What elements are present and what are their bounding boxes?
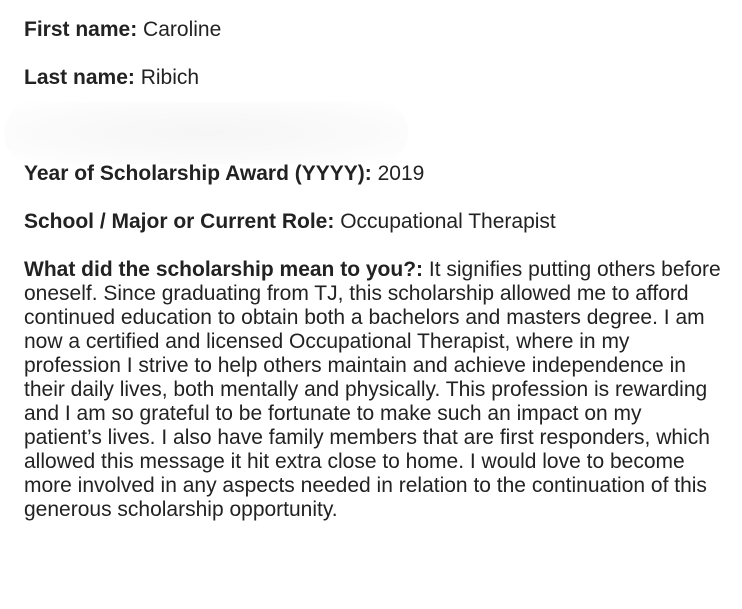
year-label: Year of Scholarship Award (YYYY): bbox=[24, 162, 372, 185]
redacted-blur-area bbox=[4, 102, 408, 164]
scholarship-meaning-value: It signifies putting others before oneself. Since graduating from TJ, this scholarship allowed me to afford continued education to obtain both a bachelors and masters degree. I am now a certified and licensed Occupational Therapist, where in my profession I strive to help others maintain and achieve independence in their daily lives, both mentally and physically. This profession is rewarding and I am so grateful to be fortunate to make such an impact on my patient’s lives. I also have family members that are first responders, which allowed this message it hit extra close to home. I would love to become more involved in any aspects needed in relation to the continuation of this generous scholarship opportunity. bbox=[24, 258, 721, 521]
last-name-label: Last name: bbox=[24, 66, 135, 89]
school-role-field bbox=[24, 210, 724, 234]
school-role-value: Occupational Therapist bbox=[340, 210, 556, 233]
first-name-value: Caroline bbox=[143, 18, 222, 41]
first-name-label: First name: bbox=[24, 18, 138, 41]
last-name-field bbox=[24, 66, 724, 90]
year-field bbox=[24, 162, 724, 186]
year-value: 2019 bbox=[377, 162, 425, 185]
school-role-label: School / Major or Current Role: bbox=[24, 210, 335, 233]
scholarship-meaning-label: What did the scholarship mean to you?: bbox=[24, 258, 424, 281]
scholarship-meaning-field bbox=[24, 258, 724, 522]
first-name-field bbox=[24, 18, 724, 42]
last-name-value: Ribich bbox=[140, 66, 200, 89]
